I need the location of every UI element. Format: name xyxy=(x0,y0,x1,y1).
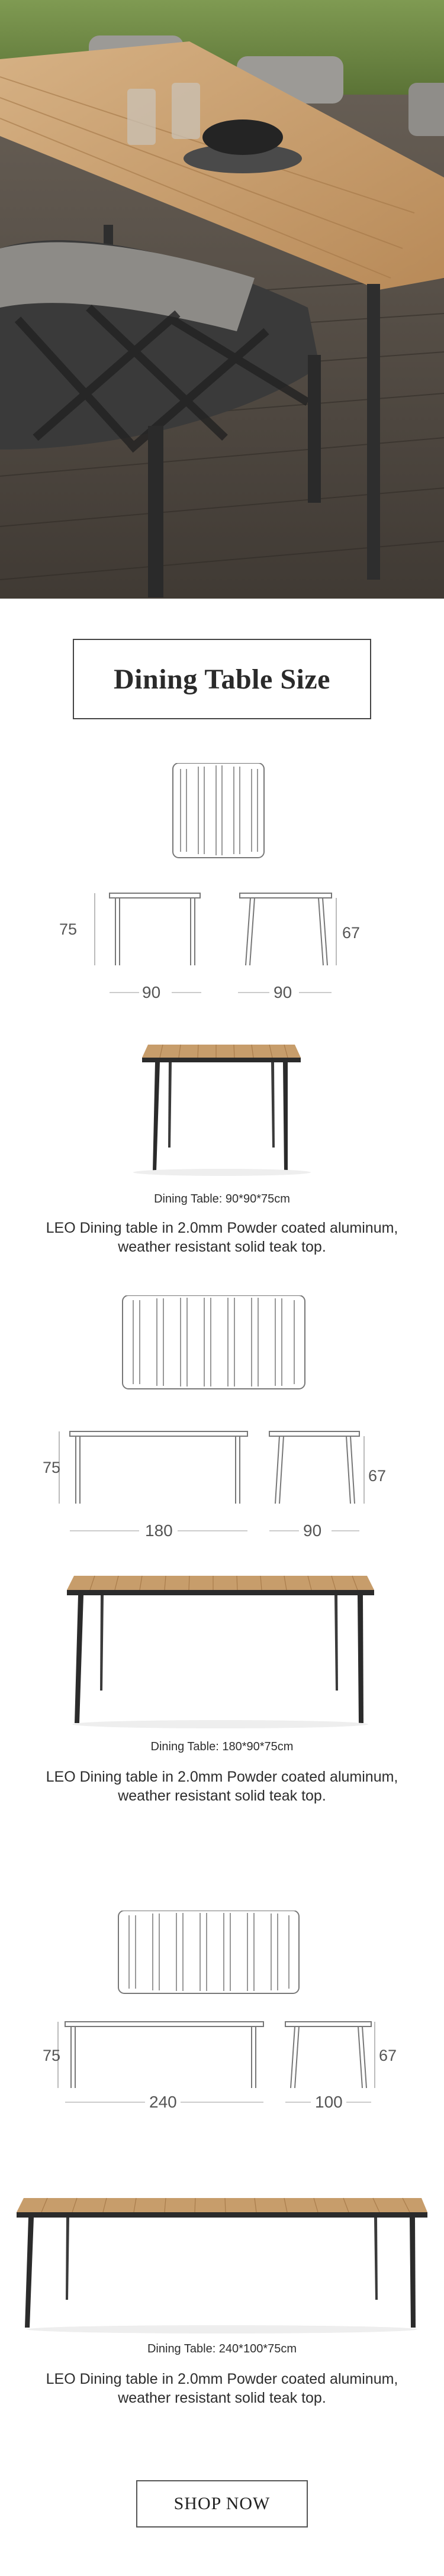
dim-side-height-label: 67 xyxy=(368,1467,387,1485)
dim-side-height-label: 67 xyxy=(342,924,361,942)
size-title-box xyxy=(73,639,371,719)
dim-side-height-label: 67 xyxy=(379,2047,397,2064)
technical-drawing-2 xyxy=(0,1295,444,1550)
front-view xyxy=(59,1431,247,1504)
size-title: Dining Table Size xyxy=(114,663,330,695)
front-view xyxy=(95,893,200,965)
technical-drawing-3 xyxy=(0,1911,444,2111)
table-caption-1: Dining Table: 90*90*75cm xyxy=(154,1192,290,1205)
shop-now-button[interactable]: SHOP NOW xyxy=(136,2480,308,2527)
table-caption-2: Dining Table: 180*90*75cm xyxy=(150,1740,294,1753)
side-view xyxy=(240,893,336,965)
dim-width-label: 90 xyxy=(303,1521,322,1540)
size-section-2 xyxy=(0,1295,444,1816)
dim-width-label: 90 xyxy=(274,983,292,1001)
table-caption-3: Dining Table: 240*100*75cm xyxy=(147,2342,297,2355)
top-view xyxy=(173,763,264,858)
side-view xyxy=(269,1431,364,1504)
table-render-3 xyxy=(0,2194,444,2336)
dim-height-label: 75 xyxy=(43,1459,61,1476)
dim-width-label: 100 xyxy=(315,2093,343,2111)
table-render-2 xyxy=(0,1572,444,1732)
dim-length-label: 90 xyxy=(142,983,161,1001)
top-view xyxy=(118,1911,299,1993)
table-description-1: LEO Dining table in 2.0mm Powder coated aluminum, weather resistant solid teak top. xyxy=(46,1220,398,1255)
size-section-3 xyxy=(0,1911,444,2443)
front-view xyxy=(58,2022,263,2088)
dim-height-label: 75 xyxy=(43,2047,61,2064)
technical-drawing-1 xyxy=(0,763,444,1026)
table-render-1 xyxy=(0,1041,444,1183)
dim-height-label: 75 xyxy=(59,920,78,938)
table-description-2: LEO Dining table in 2.0mm Powder coated aluminum, weather resistant solid teak top. xyxy=(46,1769,398,1804)
size-section-1 xyxy=(0,763,444,1284)
table-description-3: LEO Dining table in 2.0mm Powder coated aluminum, weather resistant solid teak top. xyxy=(46,2371,398,2406)
hero-photo xyxy=(0,0,444,599)
side-view xyxy=(285,2022,375,2088)
top-view xyxy=(123,1295,305,1389)
hero-illustration xyxy=(0,0,444,599)
dim-length-label: 240 xyxy=(149,2093,177,2111)
dim-length-label: 180 xyxy=(145,1521,173,1540)
